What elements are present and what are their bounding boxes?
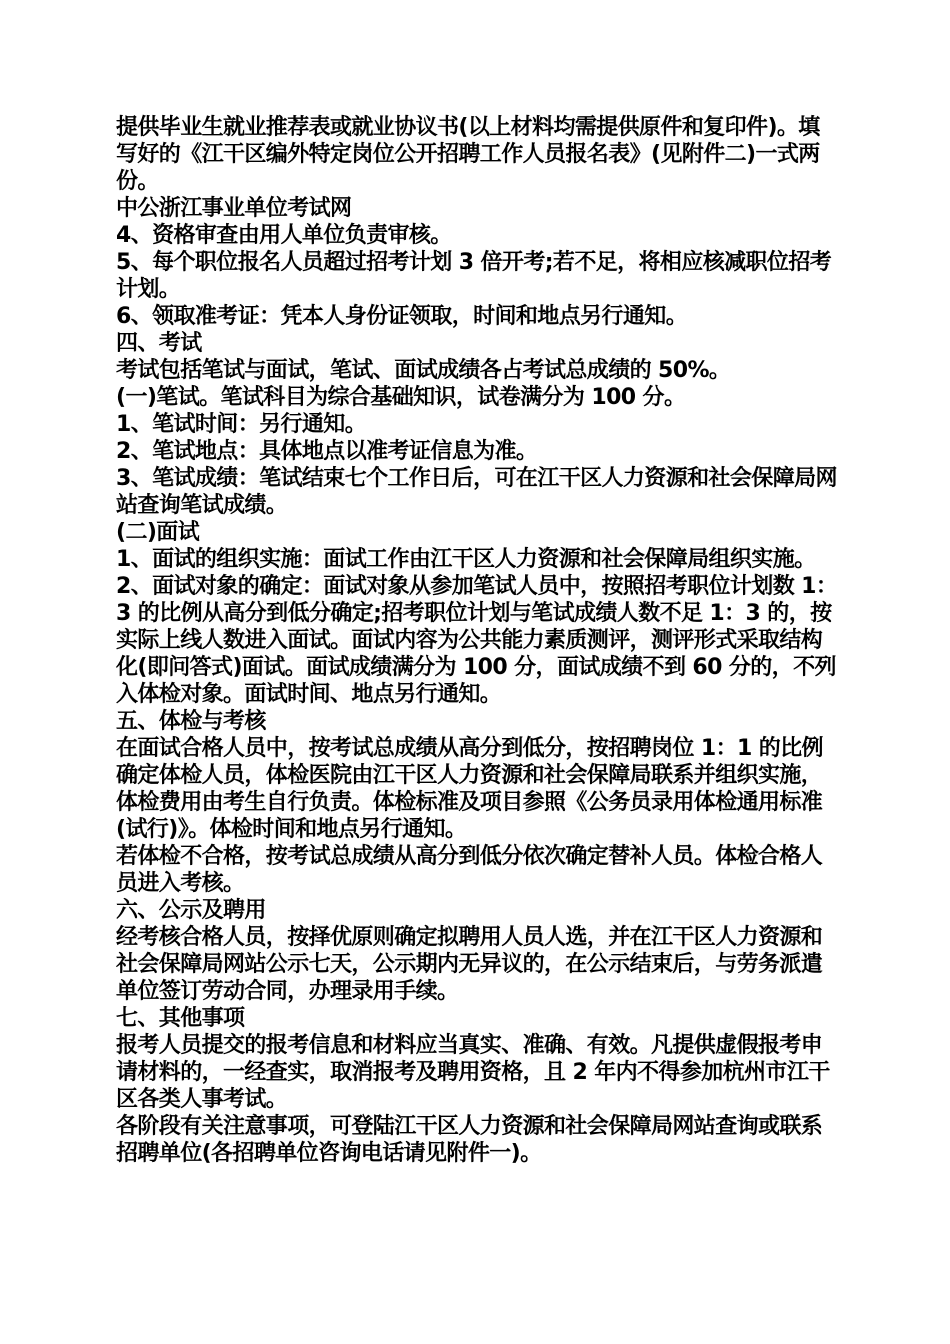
paragraph-publicity: 经考核合格人员，按择优原则确定拟聘用人员人选，并在江干区人力资源和社会保障局网站公示七天，公示期内无异议的，在公示结束后，与劳务派遣单位签订劳动合同，办理录用手续。 bbox=[116, 925, 823, 1004]
section-heading-physical-exam: 五、体检与考核 bbox=[116, 709, 266, 734]
paragraph-physical-exam: 在面试合格人员中，按考试总成绩从高分到低分，按招聘岗位 1：1 的比例确定体检人员，体检医院由江干区人力资源和社会保障局联系并组织实施，体检费用由考生自行负责。体检标准及项目参照《公务员录用体检通用标准(试行)》。体检时间和地点另行通知。 bbox=[116, 736, 823, 842]
paragraph-written-time: 1、笔试时间：另行通知。 bbox=[116, 412, 367, 437]
paragraph-written-score: 3、笔试成绩：笔试结束七个工作日后，可在江干区人力资源和社会保障局网站查询笔试成绩。 bbox=[116, 466, 837, 518]
paragraph-truthfulness: 报考人员提交的报考信息和材料应当真实、准确、有效。凡提供虚假报考申请材料的，一经查实，取消报考及聘用资格，且 2 年内不得参加杭州市江干区各类人事考试。 bbox=[116, 1033, 830, 1112]
paragraph-notices: 各阶段有关注意事项，可登陆江干区人力资源和社会保障局网站查询或联系招聘单位(各招聘单位咨询电话请见附件一)。 bbox=[116, 1114, 823, 1166]
section-heading-exam: 四、考试 bbox=[116, 331, 202, 356]
subheading-interview: (二)面试 bbox=[116, 520, 200, 545]
paragraph-item-4: 4、资格审查由用人单位负责审核。 bbox=[116, 223, 452, 248]
paragraph-item-5: 5、每个职位报名人员超过招考计划 3 倍开考;若不足，将相应核减职位招考计划。 bbox=[116, 250, 832, 302]
paragraph-physical-exam-fail: 若体检不合格，按考试总成绩从高分到低分依次确定替补人员。体检合格人员进入考核。 bbox=[116, 844, 823, 896]
document-body bbox=[116, 114, 840, 1167]
paragraph-exam-intro: 考试包括笔试与面试，笔试、面试成绩各占考试总成绩的 50%。 bbox=[116, 358, 731, 383]
paragraph-materials: 提供毕业生就业推荐表或就业协议书(以上材料均需提供原件和复印件)。填写好的《江干区编外特定岗位公开招聘工作人员报名表》(见附件二)一式两份。 bbox=[116, 115, 820, 194]
paragraph-interview-candidates: 2、面试对象的确定：面试对象从参加笔试人员中，按照招考职位计划数 1：3 的比例从高分到低分确定;招考职位计划与笔试成绩人数不足 1：3 的，按实际上线人数进入面试。面试内容为公共能力素质测评，测评形式采取结构化(即问答式)面试。面试成绩满分为 100 分，面试成绩不到 60 分的，不列入体检对象。面试时间、地点另行通知。 bbox=[116, 574, 838, 707]
section-heading-other: 七、其他事项 bbox=[116, 1006, 245, 1031]
subheading-written-exam: (一)笔试。笔试科目为综合基础知识，试卷满分为 100 分。 bbox=[116, 385, 686, 410]
paragraph-source-line: 中公浙江事业单位考试网 bbox=[116, 196, 352, 221]
paragraph-item-6: 6、领取准考证：凭本人身份证领取，时间和地点另行通知。 bbox=[116, 304, 688, 329]
paragraph-interview-organization: 1、面试的组织实施：面试工作由江干区人力资源和社会保障局组织实施。 bbox=[116, 547, 816, 572]
paragraph-written-location: 2、笔试地点：具体地点以准考证信息为准。 bbox=[116, 439, 538, 464]
section-heading-publicity: 六、公示及聘用 bbox=[116, 898, 266, 923]
